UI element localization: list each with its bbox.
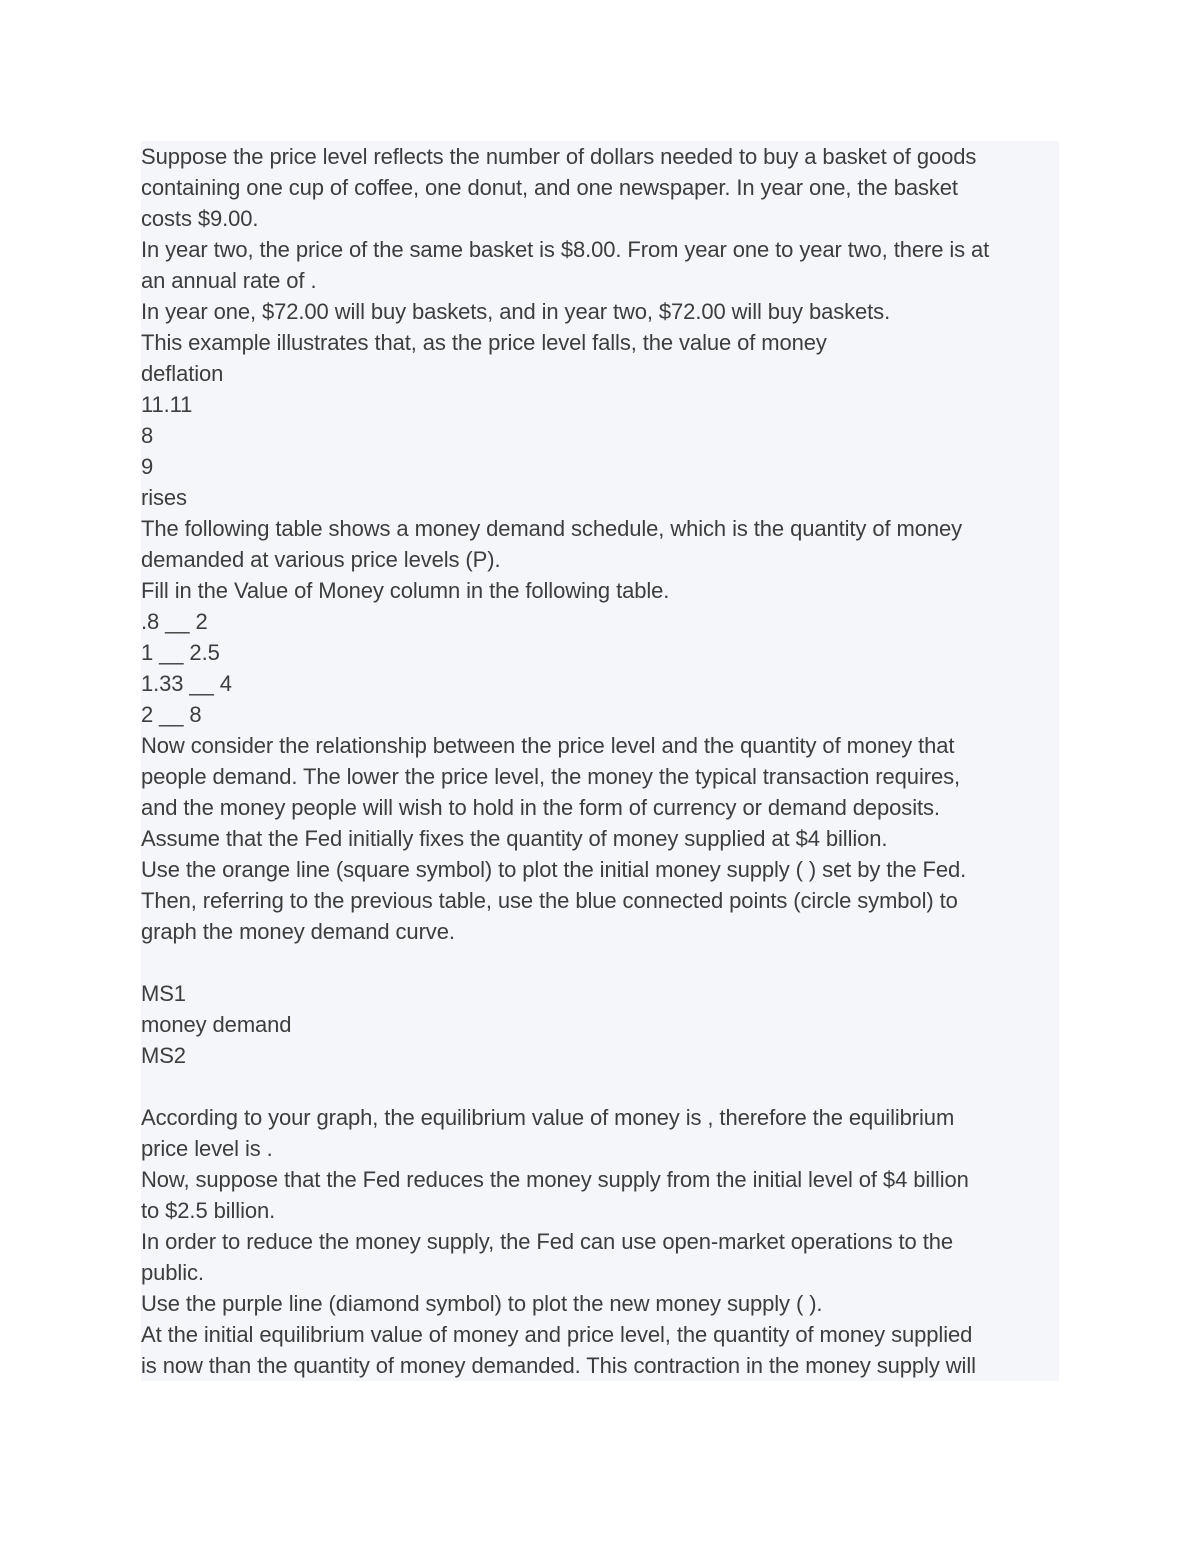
text-line: graph the money demand curve. [141,919,455,944]
text-line: to $2.5 billion. [141,1198,276,1223]
text-line: price level is . [141,1136,273,1161]
text-line: 11.11 [141,392,193,417]
text-line: Then, referring to the previous table, use the blue connected points (circle symbol) to [141,888,958,913]
text-line: deflation [141,361,224,386]
text-line: 2 __ 8 [141,702,202,727]
text-line: containing one cup of coffee, one donut, and one newspaper. In year one, the basket [141,175,958,200]
text-line: Use the purple line (diamond symbol) to plot the new money supply ( ). [141,1291,823,1316]
text-line: Now, suppose that the Fed reduces the money supply from the initial level of $4 billion [141,1167,969,1192]
text-line: MS1 [141,981,186,1006]
text-line: Suppose the price level reflects the number of dollars needed to buy a basket of goods [141,144,977,169]
text-line: In order to reduce the money supply, the Fed can use open-market operations to the [141,1229,953,1254]
text-line: 1 __ 2.5 [141,640,220,665]
text-line: an annual rate of . [141,268,317,293]
text-line: people demand. The lower the price level, the money the typical transaction requires, [141,764,961,789]
text-line: MS2 [141,1043,186,1068]
text-line: According to your graph, the equilibrium value of money is , therefore the equilibrium [141,1105,955,1130]
text-line: In year two, the price of the same basket is $8.00. From year one to year two, there is at [141,237,990,262]
text-line: 8 [141,423,154,448]
text-line: rises [141,485,187,510]
text-line: The following table shows a money demand schedule, which is the quantity of money [141,516,963,541]
text-line: This example illustrates that, as the price level falls, the value of money [141,330,827,355]
text-line: Fill in the Value of Money column in the following table. [141,578,670,603]
text-line: In year one, $72.00 will buy baskets, and in year two, $72.00 will buy baskets. [141,299,891,324]
text-line: and the money people will wish to hold in the form of currency or demand deposits. [141,795,940,820]
text-line: 1.33 __ 4 [141,671,232,696]
text-line: is now than the quantity of money demanded. This contraction in the money supply will [141,1353,976,1378]
text-line: public. [141,1260,204,1285]
blank-line [141,947,1059,978]
text-line: .8 __ 2 [141,609,208,634]
text-line: demanded at various price levels (P). [141,547,501,572]
blank-line [141,1071,1059,1102]
text-line: Now consider the relationship between the price level and the quantity of money that [141,733,955,758]
text-line: At the initial equilibrium value of money and price level, the quantity of money supplied [141,1322,973,1347]
text-line: Assume that the Fed initially fixes the quantity of money supplied at $4 billion. [141,826,888,851]
text-line: 9 [141,454,154,479]
text-line: Use the orange line (square symbol) to plot the initial money supply ( ) set by the Fed. [141,857,967,882]
text-line: costs $9.00. [141,206,259,231]
document-text-block [141,141,1059,1381]
text-line: money demand [141,1012,292,1037]
